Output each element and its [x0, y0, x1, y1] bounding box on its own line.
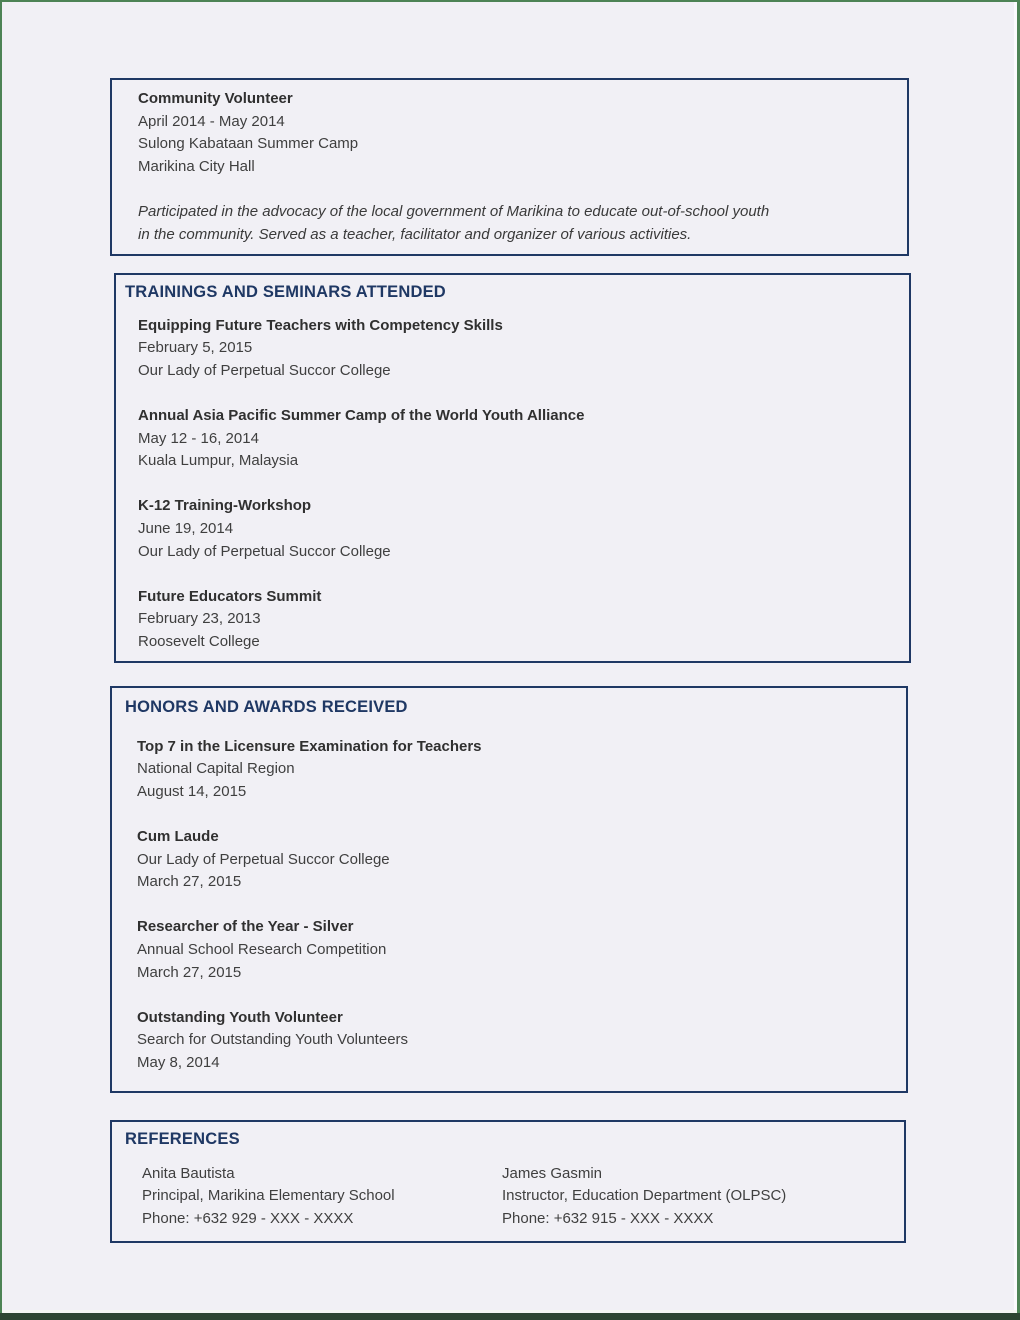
- training-date: May 12 - 16, 2014: [138, 429, 259, 447]
- trainings-list: [138, 315, 889, 654]
- experience-description-line1: Participated in the advocacy of the local government of Marikina to educate out-of-school youth: [138, 202, 770, 220]
- training-title: Annual Asia Pacific Summer Camp of the World Youth Alliance: [138, 406, 585, 424]
- reference-position: Instructor, Education Department (OLPSC): [502, 1187, 787, 1205]
- honor-date: May 8, 2014: [137, 1053, 220, 1071]
- trainings-section: [114, 273, 911, 663]
- experience-date: April 2014 - May 2014: [138, 112, 285, 130]
- reference-item: [502, 1163, 884, 1231]
- experience-description: [138, 201, 883, 246]
- honor-detail: Annual School Research Competition: [137, 940, 387, 958]
- training-item: [138, 315, 889, 383]
- honor-detail: National Capital Region: [137, 760, 295, 778]
- honor-item: [137, 736, 886, 804]
- honor-item: [137, 916, 886, 984]
- experience-description-line2: in the community. Served as a teacher, facilitator and organizer of various activities.: [138, 225, 692, 243]
- honor-date: March 27, 2015: [137, 873, 242, 891]
- references-list: [142, 1163, 884, 1231]
- training-date: February 23, 2013: [138, 610, 261, 628]
- reference-position: Principal, Marikina Elementary School: [142, 1187, 395, 1205]
- training-item: [138, 495, 889, 563]
- frame-edge-top: [0, 0, 1020, 2]
- training-venue: Our Lady of Perpetual Succor College: [138, 361, 391, 379]
- honor-date: August 14, 2015: [137, 782, 247, 800]
- reference-phone: Phone: +632 915 - XXX - XXXX: [502, 1209, 714, 1227]
- references-header: REFERENCES: [125, 1130, 240, 1148]
- training-venue: Roosevelt College: [138, 632, 260, 650]
- honor-title: Outstanding Youth Volunteer: [137, 1008, 343, 1026]
- training-title: K-12 Training-Workshop: [138, 497, 312, 515]
- training-date: February 5, 2015: [138, 339, 253, 357]
- trainings-header: TRAININGS AND SEMINARS ATTENDED: [125, 283, 446, 301]
- reference-name: James Gasmin: [502, 1164, 603, 1182]
- training-venue: Our Lady of Perpetual Succor College: [138, 542, 391, 560]
- honor-item: [137, 1007, 886, 1075]
- honor-item: [137, 826, 886, 894]
- references-section: [110, 1120, 906, 1243]
- experience-location: Marikina City Hall: [138, 157, 255, 175]
- honors-section: [110, 686, 908, 1093]
- honors-header: HONORS AND AWARDS RECEIVED: [125, 698, 408, 716]
- training-venue: Kuala Lumpur, Malaysia: [138, 452, 299, 470]
- reference-name: Anita Bautista: [142, 1164, 235, 1182]
- honor-detail: Search for Outstanding Youth Volunteers: [137, 1031, 409, 1049]
- training-date: June 19, 2014: [138, 519, 234, 537]
- training-item: [138, 586, 889, 654]
- honor-title: Top 7 in the Licensure Examination for Teachers: [137, 737, 482, 755]
- honor-title: Researcher of the Year - Silver: [137, 918, 354, 936]
- experience-title: Community Volunteer: [138, 90, 293, 107]
- reference-item: [142, 1163, 502, 1231]
- reference-phone: Phone: +632 929 - XXX - XXXX: [142, 1209, 354, 1227]
- honor-date: March 27, 2015: [137, 963, 242, 981]
- honor-title: Cum Laude: [137, 827, 219, 845]
- experience-organization: Sulong Kabataan Summer Camp: [138, 135, 359, 153]
- frame-bottom-band: [0, 1313, 1020, 1320]
- training-title: Equipping Future Teachers with Competency Skills: [138, 316, 503, 334]
- honor-detail: Our Lady of Perpetual Succor College: [137, 850, 390, 868]
- experience-section: [110, 78, 909, 256]
- training-item: [138, 405, 889, 473]
- experience-entry: [138, 88, 883, 178]
- frame-edge-left: [0, 0, 2, 1320]
- honors-list: [137, 736, 886, 1075]
- training-title: Future Educators Summit: [138, 587, 322, 605]
